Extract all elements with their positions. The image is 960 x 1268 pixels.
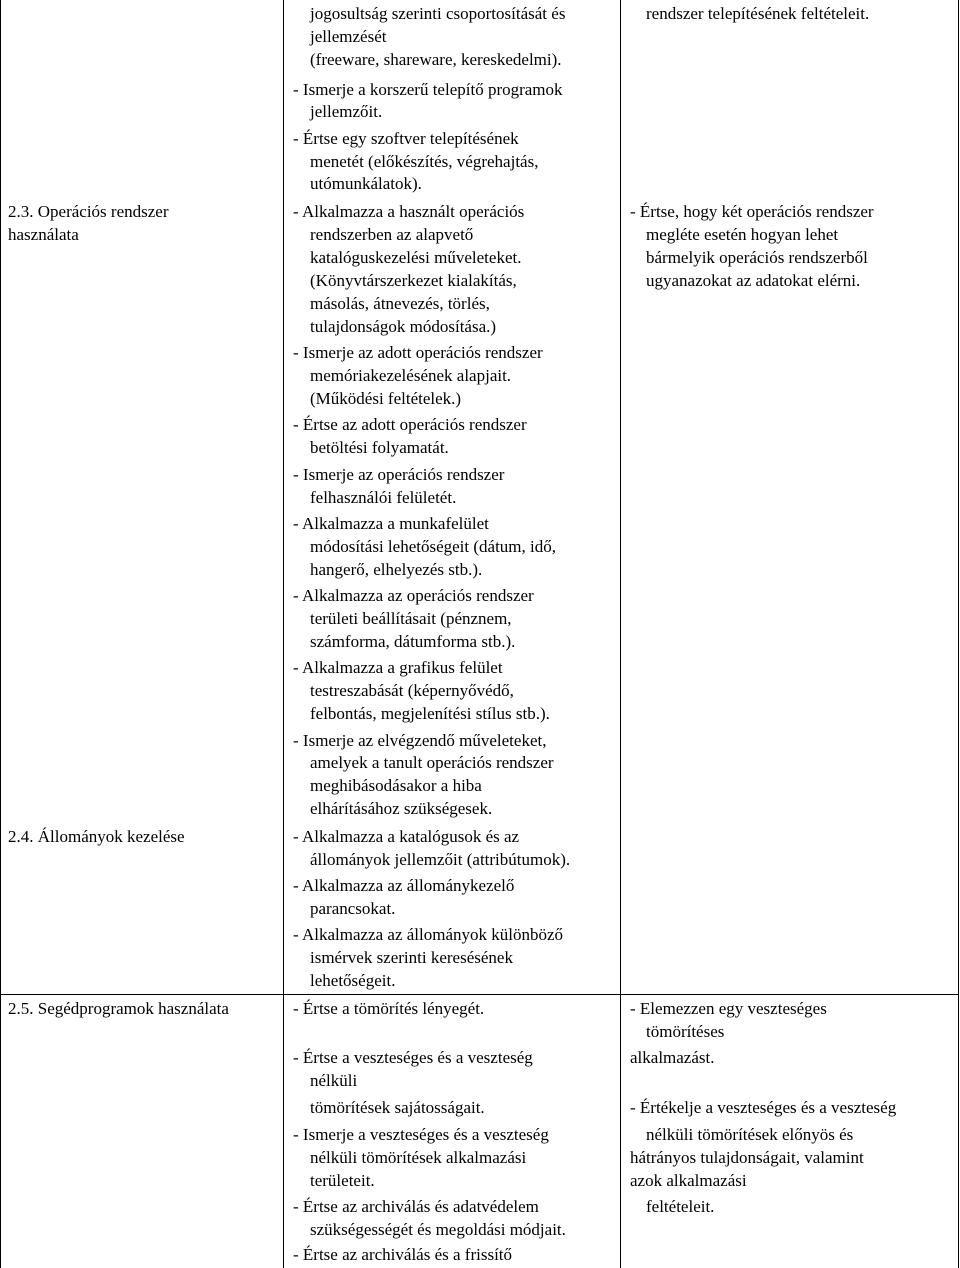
req-line: tulajdonságok módosítása.) <box>310 317 497 336</box>
req-line: menetét (előkészítés, végrehajtás, <box>310 152 539 171</box>
req-line: rendszerben az alapvető <box>310 225 474 244</box>
adv-line: nélküli tömörítések előnyös és <box>646 1125 854 1144</box>
topic-2-4: 2.4. Állományok kezelése <box>8 827 185 846</box>
req-line: számforma, dátumforma stb.). <box>310 632 516 651</box>
adv-line: bármelyik operációs rendszerből <box>646 248 868 267</box>
req-line: - Ismerje a korszerű telepítő programok <box>293 80 563 99</box>
req-line: - Alkalmazza az állománykezelő <box>293 876 515 895</box>
req-line: hangerő, elhelyezés stb.). <box>310 560 483 579</box>
req-line: - Értse az adott operációs rendszer <box>293 415 527 434</box>
req-line: memóriakezelésének alapjait. <box>310 366 512 385</box>
req-line: elhárításához szükségesek. <box>310 799 493 818</box>
topic-2-3-line1: 2.3. Operációs rendszer <box>8 202 169 221</box>
req-line: - Alkalmazza a használt operációs <box>293 202 525 221</box>
req-line: - Alkalmazza az állományok különböző <box>293 925 564 944</box>
adv-line: tömörítéses <box>646 1022 725 1041</box>
req-line: állományok jellemzőit (attribútumok). <box>310 850 571 869</box>
req-line: utómunkálatok). <box>310 174 422 193</box>
req-line: területeit. <box>310 1171 375 1190</box>
adv-line: feltételeit. <box>646 1197 715 1216</box>
req-line: - Ismerje az elvégzendő műveleteket, <box>293 731 547 750</box>
req-line: tömörítések sajátosságait. <box>310 1098 485 1117</box>
req-line: lehetőségeit. <box>310 971 396 990</box>
req-line: betöltési folyamatát. <box>310 438 449 457</box>
req-line: szükségességét és megoldási módjait. <box>310 1220 566 1239</box>
req-line: jellemzését <box>310 27 387 46</box>
req-line: - Értse az archiválás és adatvédelem <box>293 1197 539 1216</box>
req-line: területi beállításait (pénznem, <box>310 609 512 628</box>
req-line: felhasználói felületét. <box>310 488 457 507</box>
req-line: parancsokat. <box>310 899 396 918</box>
req-line: amelyek a tanult operációs rendszer <box>310 753 554 772</box>
req-line: - Alkalmazza a katalógusok és az <box>293 827 520 846</box>
req-line: másolás, átnevezés, törlés, <box>310 294 490 313</box>
req-line: jellemzőit. <box>310 102 383 121</box>
adv-line: ugyanazokat az adatokat elérni. <box>646 271 861 290</box>
adv-line: rendszer telepítésének feltételeit. <box>646 4 870 23</box>
table-border-right <box>958 0 959 1268</box>
req-line: - Ismerje a veszteséges és a veszteség <box>293 1125 549 1144</box>
req-line: jogosultság szerinti csoportosítását és <box>310 4 566 23</box>
adv-line: alkalmazást. <box>630 1048 715 1067</box>
req-line: meghibásodásakor a hiba <box>310 776 482 795</box>
req-line: felbontás, megjelenítési stílus stb.). <box>310 704 550 723</box>
req-line: nélküli tömörítések alkalmazási <box>310 1148 527 1167</box>
adv-line: - Elemezzen egy veszteséges <box>630 999 827 1018</box>
req-line: - Ismerje az adott operációs rendszer <box>293 343 543 362</box>
req-line: - Értse az archiválás és a frissítő <box>293 1245 513 1264</box>
adv-line: - Értse, hogy két operációs rendszer <box>630 202 874 221</box>
adv-line: megléte esetén hogyan lehet <box>646 225 839 244</box>
adv-line: azok alkalmazási <box>630 1171 747 1190</box>
req-line: katalóguskezelési műveleteket. <box>310 248 522 267</box>
table-border-left <box>0 0 1 1268</box>
topic-2-3-line2: használata <box>8 225 79 244</box>
req-line: testreszabását (képernyővédő, <box>310 681 514 700</box>
req-line: (freeware, shareware, kereskedelmi). <box>310 50 562 69</box>
topic-2-5: 2.5. Segédprogramok használata <box>8 999 229 1018</box>
row-divider <box>0 994 959 995</box>
req-line: - Alkalmazza az operációs rendszer <box>293 586 534 605</box>
req-line: - Értse a tömörítés lényegét. <box>293 999 485 1018</box>
req-line: - Értse a veszteséges és a veszteség <box>293 1048 533 1067</box>
req-line: (Könyvtárszerkezet kialakítás, <box>310 271 517 290</box>
req-line: - Ismerje az operációs rendszer <box>293 465 505 484</box>
req-line: - Alkalmazza a grafikus felület <box>293 658 503 677</box>
req-line: ismérvek szerinti keresésének <box>310 948 513 967</box>
column-divider-1 <box>283 0 284 1268</box>
req-line: - Értse egy szoftver telepítésének <box>293 129 519 148</box>
req-line: nélküli <box>310 1071 358 1090</box>
column-divider-2 <box>620 0 621 1268</box>
req-line: (Működési feltételek.) <box>310 389 462 408</box>
req-line: módosítási lehetőségeit (dátum, idő, <box>310 537 556 556</box>
adv-line: hátrányos tulajdonságait, valamint <box>630 1148 864 1167</box>
adv-line: - Értékelje a veszteséges és a veszteség <box>630 1098 897 1117</box>
req-line: - Alkalmazza a munkafelület <box>293 514 489 533</box>
